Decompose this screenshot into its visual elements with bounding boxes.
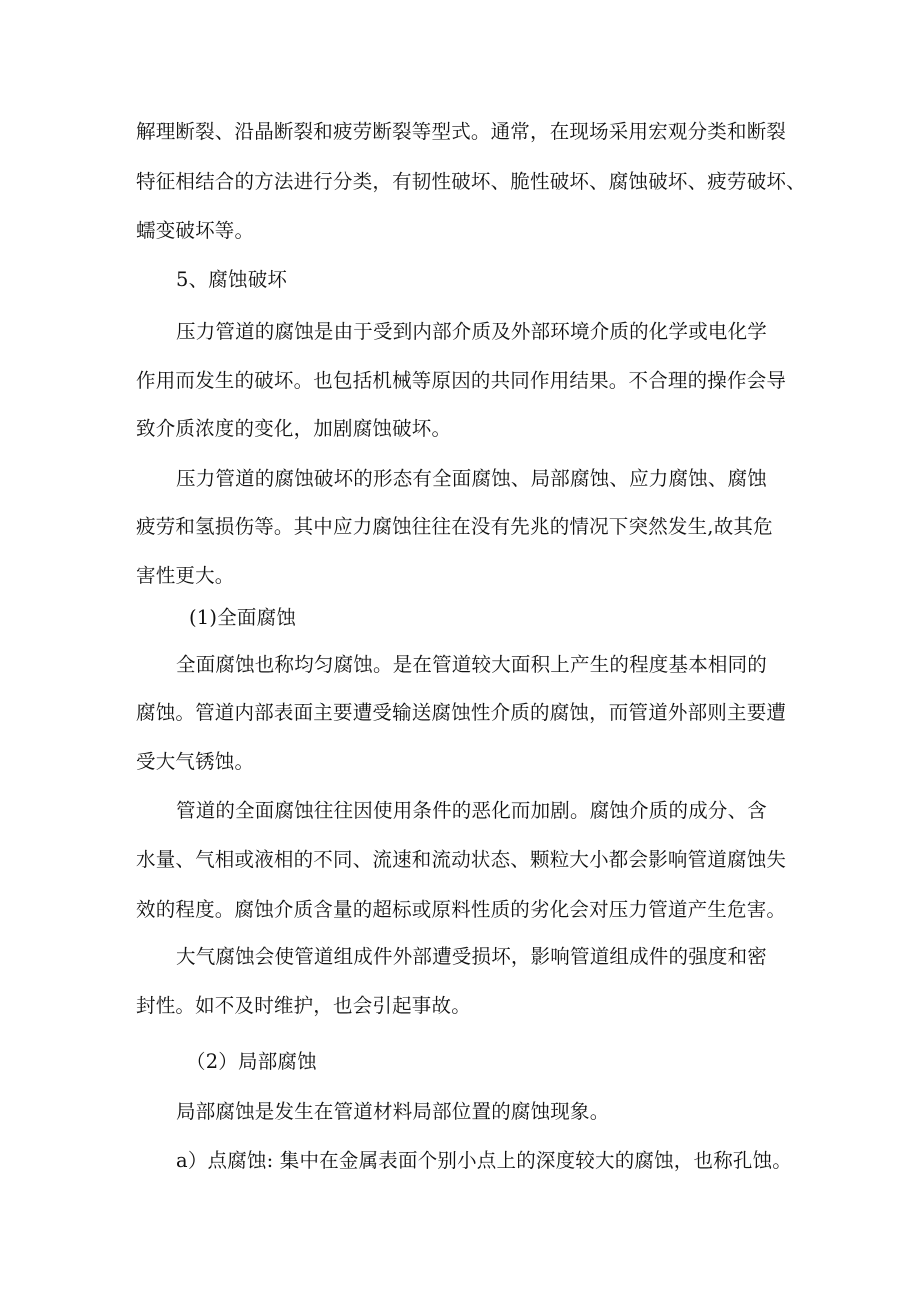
paragraph-line: a）点腐蚀: 集中在金属表面个别小点上的深度较大的腐蚀，也称孔蚀。 [176, 1149, 792, 1172]
paragraph-line: 解理断裂、沿晶断裂和疲劳断裂等型式。通常，在现场采用宏观分类和断裂 [136, 120, 787, 143]
paragraph-line: 压力管道的腐蚀是由于受到内部介质及外部环境介质的化学或电化学 [176, 320, 768, 343]
paragraph-line: 封性。如不及时维护，也会引起事故。 [136, 994, 471, 1017]
paragraph-line: 管道的全面腐蚀往往因使用条件的恶化而加剧。腐蚀介质的成分、含 [176, 799, 768, 822]
paragraph-line: 害性更大。 [136, 564, 235, 587]
paragraph-line: 特征相结合的方法进行分类，有韧性破坏、脆性破坏、腐蚀破坏、疲劳破坏、 [136, 170, 806, 193]
paragraph-line: 效的程度。腐蚀介质含量的超标或原料性质的劣化会对压力管道产生危害。 [136, 898, 787, 921]
paragraph-line: 作用而发生的破坏。也包括机械等原因的共同作用结果。不合理的操作会导 [136, 369, 787, 392]
subsection-heading: (1)全面腐蚀 [189, 606, 297, 629]
paragraph-line: 受大气锈蚀。 [136, 750, 255, 773]
paragraph-line: 压力管道的腐蚀破坏的形态有全面腐蚀、局部腐蚀、应力腐蚀、腐蚀 [176, 467, 768, 490]
paragraph-line: 致介质浓度的变化，加剧腐蚀破坏。 [136, 417, 452, 440]
paragraph-line: 疲劳和氢损伤等。其中应力腐蚀往往在没有先兆的情况下突然发生,故其危 [136, 515, 773, 538]
paragraph-line: 全面腐蚀也称均匀腐蚀。是在管道较大面积上产生的程度基本相同的 [176, 653, 768, 676]
paragraph-line: 蠕变破坏等。 [136, 219, 255, 242]
section-heading: 5、腐蚀破坏 [176, 268, 288, 291]
paragraph-line: 大气腐蚀会使管道组成件外部遭受损坏，影响管道组成件的强度和密 [176, 945, 768, 968]
paragraph-line: 水量、气相或液相的不同、流速和流动状态、颗粒大小都会影响管道腐蚀失 [136, 848, 787, 871]
subsection-heading: （2）局部腐蚀 [186, 1050, 317, 1073]
paragraph-line: 局部腐蚀是发生在管道材料局部位置的腐蚀现象。 [176, 1100, 610, 1123]
paragraph-line: 腐蚀。管道内部表面主要遭受输送腐蚀性介质的腐蚀，而管道外部则主要遭 [136, 701, 787, 724]
